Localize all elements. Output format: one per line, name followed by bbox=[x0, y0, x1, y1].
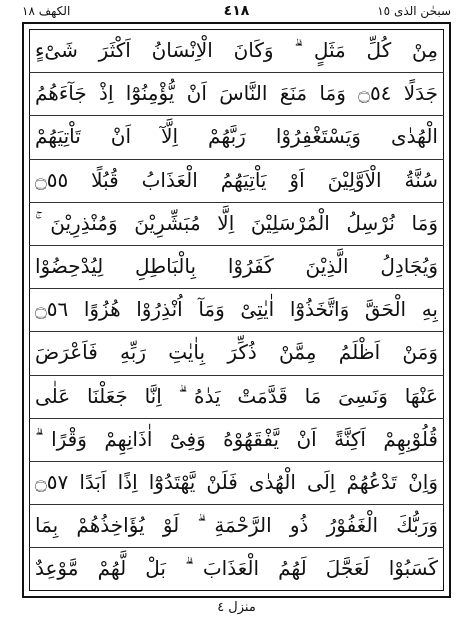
text-block bbox=[29, 29, 444, 591]
text-line: الْهُدٰی وَیَسْتَغْفِرُوْا رَبَّهُمْ اِلَّآ اَنْ تَاْتِیَهُمْ bbox=[35, 124, 438, 149]
text-line: بِهِ الْحَقَّ وَاتَّخَذُوْٓا اٰیٰتِیْ وَمَآ اُنْذِرُوْا هُزُوًا ۝٥٦ bbox=[35, 297, 438, 322]
text-line: جَدَلًا ۝٥٤ وَمَا مَنَعَ النَّاسَ اَنْ یُّؤْمِنُوْٓا اِذْ جَآءَهُمُ bbox=[35, 81, 438, 106]
text-line: وَاِنْ تَدْعُهُمْ اِلَی الْهُدٰی فَلَنْ یَّهْتَدُوْٓا اِذًا اَبَدًا ۝٥٧ bbox=[35, 470, 438, 494]
text-line: وَمَا نُرْسِلُ الْمُرْسَلِیْنَ اِلَّا مُبَشِّرِیْنَ وَمُنْذِرِیْنَ ۚ bbox=[35, 210, 438, 235]
page-header bbox=[22, 2, 451, 22]
manzil-footer: منزل ٤ bbox=[217, 600, 256, 615]
text-line: كَسَبُوْا لَعَجَّلَ لَهُمُ الْعَذَابَ ۗ بَلْ لَّهُمْ مَّوْعِدٌ bbox=[35, 556, 438, 581]
text-line: وَیُجَادِلُ الَّذِیْنَ كَفَرُوْا بِالْبَاطِلِ لِیُدْحِضُوْا bbox=[35, 254, 438, 278]
text-line: عَنْهَا وَنَسِیَ مَا قَدَّمَتْ یَدٰهُ ۗ اِنَّا جَعَلْنَا عَلٰی bbox=[35, 383, 438, 408]
text-line: قُلُوْبِهِمْ اَكِنَّةً اَنْ یَّفْقَهُوْهُ وَفِیْٓ اٰذَانِهِمْ وَقْرًا ۗ bbox=[35, 426, 438, 451]
page-number: ٤١٨ bbox=[223, 3, 250, 19]
juz-name-label: سبحٰن الذی ١٥ bbox=[377, 4, 451, 18]
surah-name-label: الكهف ١٨ bbox=[22, 4, 71, 18]
text-line: مِنْ كُلِّ مَثَلٍ ۗ وَكَانَ الْاِنْسَانُ اَكْثَرَ شَیْءٍ bbox=[35, 38, 438, 62]
text-line: سُنَّةُ الْاَوَّلِیْنَ اَوْ یَاْتِیَهُمُ الْعَذَابُ قُبُلًا ۝٥٥ bbox=[35, 167, 438, 192]
text-line: وَرَبُّكَ الْغَفُوْرُ ذُو الرَّحْمَةِ ۗ لَوْ یُؤَاخِذُهُمْ بِمَا bbox=[35, 513, 438, 538]
text-line: وَمَنْ اَظْلَمُ مِمَّنْ ذُكِّرَ بِاٰیٰتِ رَبِّهِ فَاَعْرَضَ bbox=[35, 340, 438, 365]
